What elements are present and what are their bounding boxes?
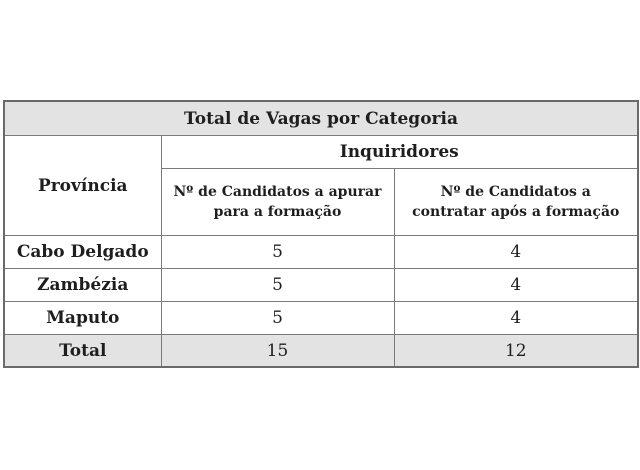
row-value-training: 5 [161, 236, 394, 269]
row-value-training: 5 [161, 302, 394, 335]
total-row [4, 335, 638, 368]
column-header-hire-line2: contratar após a formação [412, 204, 620, 220]
row-value-hire: 4 [394, 302, 638, 335]
table-row [4, 302, 638, 335]
province-header: Província [4, 136, 161, 236]
group-header-row [4, 136, 638, 169]
table-row [4, 236, 638, 269]
total-value-training: 15 [161, 335, 394, 368]
column-header-hire-line1: Nº de Candidatos a [440, 184, 591, 200]
group-header: Inquiridores [161, 136, 638, 169]
row-value-hire: 4 [394, 236, 638, 269]
row-province: Maputo [4, 302, 161, 335]
table-title: Total de Vagas por Categoria [4, 101, 638, 136]
table-title-row [4, 101, 638, 136]
row-value-hire: 4 [394, 269, 638, 302]
row-province: Zambézia [4, 269, 161, 302]
row-value-training: 5 [161, 269, 394, 302]
table-row [4, 269, 638, 302]
column-header-training-line2: para a formação [213, 204, 342, 220]
column-header-training [161, 169, 394, 236]
total-value-hire: 12 [394, 335, 638, 368]
column-header-training-line1: Nº de Candidatos a apurar [173, 184, 382, 200]
column-header-hire [394, 169, 638, 236]
row-province: Cabo Delgado [4, 236, 161, 269]
vacancies-table [3, 100, 639, 368]
total-label: Total [4, 335, 161, 368]
